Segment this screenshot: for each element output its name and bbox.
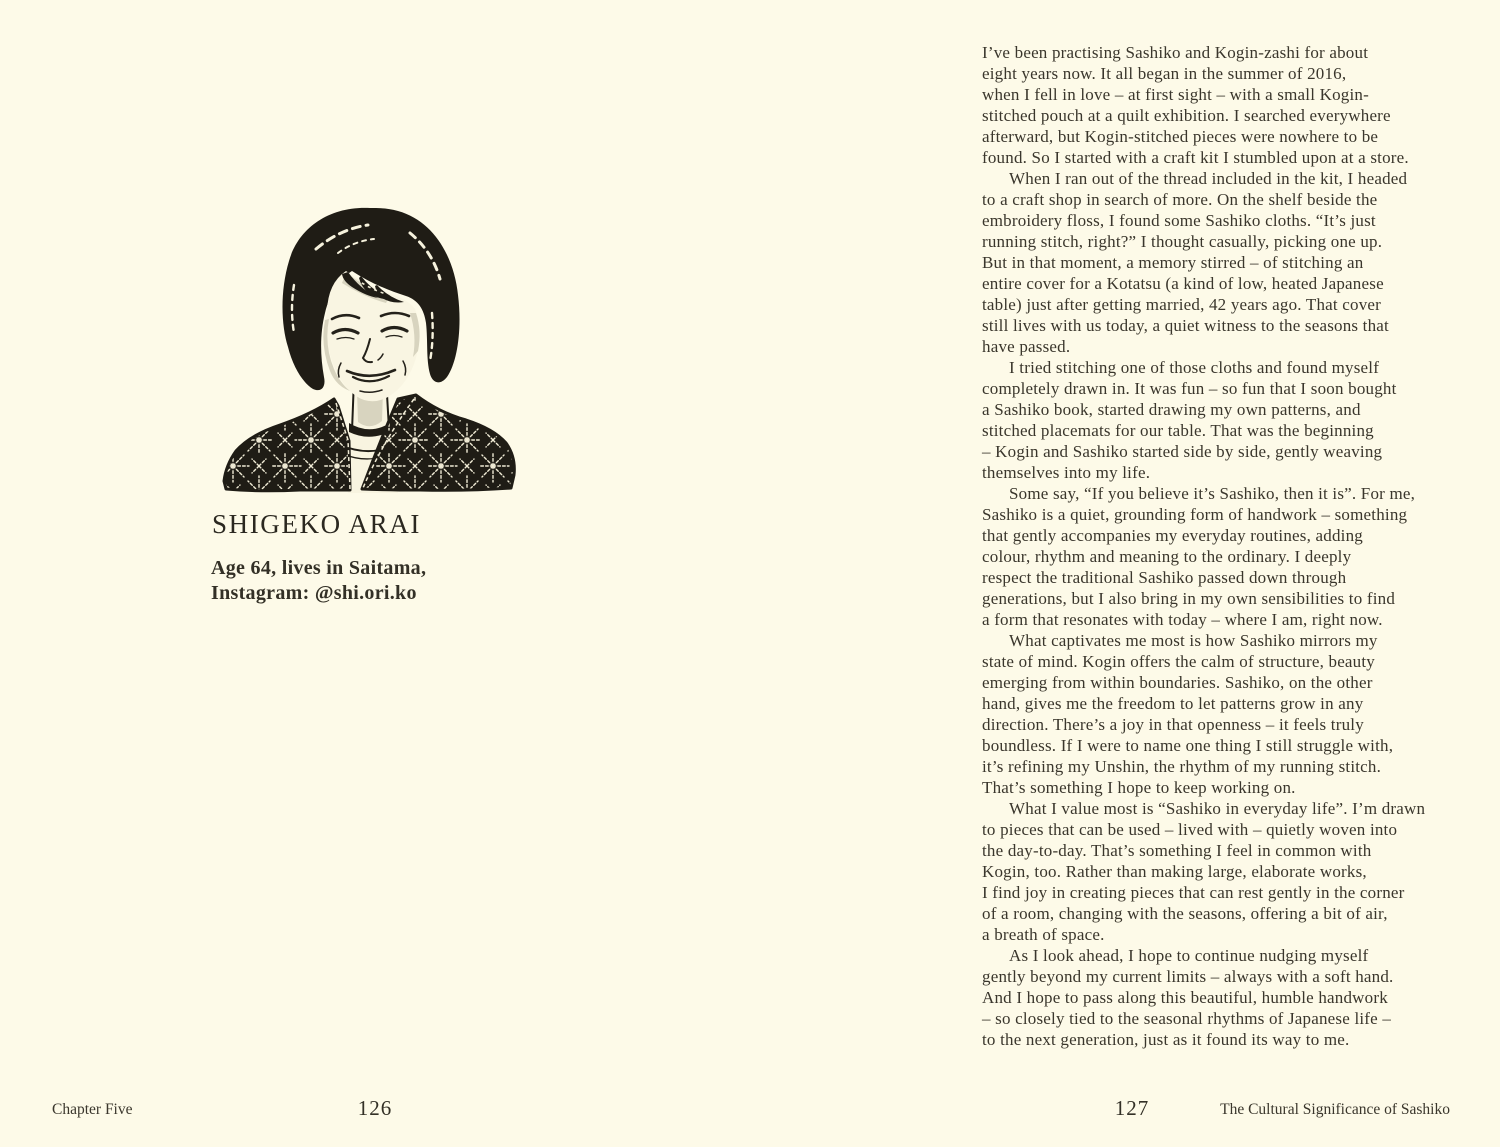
text-line: But in that moment, a memory stirred – of stitching an — [982, 253, 1364, 272]
text-line: As I look ahead, I hope to continue nudging myself — [1009, 946, 1369, 965]
profile-name: SHIGEKO ARAI — [212, 509, 421, 539]
text-line: running stitch, right?” I thought casually, picking one up. — [982, 232, 1383, 251]
text-line: – Kogin and Sashiko started side by side, gently weaving — [982, 442, 1383, 461]
text-line: I tried stitching one of those cloths and found myself — [1009, 358, 1380, 377]
text-line: the day-to-day. That’s something I feel in common with — [982, 841, 1372, 860]
text-line: themselves into my life. — [982, 463, 1151, 482]
text-line: to pieces that can be used – lived with – quietly woven into — [982, 820, 1398, 839]
text-line: of a room, changing with the seasons, offering a bit of air, — [982, 904, 1388, 923]
page-number-left: 126 — [357, 1096, 393, 1120]
text-line: emerging from within boundaries. Sashiko, on the other — [982, 673, 1373, 692]
text-line: when I fell in love – at first sight – with a small Kogin- — [982, 85, 1369, 104]
text-line: embroidery floss, I found some Sashiko cloths. “It’s just — [982, 211, 1376, 230]
profile-caption-line: Instagram: @shi.ori.ko — [211, 582, 417, 604]
text-line: – so closely tied to the seasonal rhythms of Japanese life – — [982, 1009, 1392, 1028]
text-line: gently beyond my current limits – always with a soft hand. — [982, 967, 1394, 986]
text-line: found. So I started with a craft kit I stumbled upon at a store. — [982, 148, 1409, 167]
text-line: a Sashiko book, started drawing my own patterns, and — [982, 400, 1361, 419]
text-line: hand, gives me the freedom to let patterns grow in any — [982, 694, 1364, 713]
text-line: a form that resonates with today – where I am, right now. — [982, 610, 1383, 629]
text-line: have passed. — [982, 337, 1071, 356]
footer-chapter-label: Chapter Five — [52, 1101, 133, 1118]
text-line: completely drawn in. It was fun – so fun that I soon bought — [982, 379, 1397, 398]
text-line: a breath of space. — [982, 925, 1105, 944]
profile-caption-line: Age 64, lives in Saitama, — [211, 557, 427, 579]
text-line: I’ve been practising Sashiko and Kogin-zashi for about — [982, 43, 1369, 62]
text-line: When I ran out of the thread included in the kit, I headed — [1009, 169, 1408, 188]
text-line: to the next generation, just as it found its way to me. — [982, 1030, 1350, 1049]
text-line: stitched pouch at a quilt exhibition. I searched everywhere — [982, 106, 1391, 125]
text-line: generations, but I also bring in my own sensibilities to find — [982, 589, 1396, 608]
text-line: That’s something I hope to keep working on. — [982, 778, 1296, 797]
portrait-jacket-left — [224, 399, 350, 491]
text-line: to a craft shop in search of more. On the shelf beside the — [982, 190, 1378, 209]
portrait-illustration — [220, 193, 520, 493]
page-number-right: 127 — [1114, 1096, 1150, 1120]
text-line: colour, rhythm and meaning to the ordinary. I deeply — [982, 547, 1352, 566]
text-line: it’s refining my Unshin, the rhythm of my running stitch. — [982, 757, 1382, 776]
text-line: Some say, “If you believe it’s Sashiko, then it is”. For me, — [1009, 484, 1416, 503]
text-line: I find joy in creating pieces that can rest gently in the corner — [982, 883, 1405, 902]
text-line: What I value most is “Sashiko in everyday life”. I’m drawn — [1009, 799, 1426, 818]
text-line: Sashiko is a quiet, grounding form of handwork – something — [982, 505, 1408, 524]
text-line: boundless. If I were to name one thing I still struggle with, — [982, 736, 1394, 755]
text-line: state of mind. Kogin offers the calm of structure, beauty — [982, 652, 1376, 671]
text-line: What captivates me most is how Sashiko mirrors my — [1009, 631, 1378, 650]
text-line: direction. There’s a joy in that openness – it feels truly — [982, 715, 1364, 734]
body-text — [982, 42, 1469, 1050]
text-line: And I hope to pass along this beautiful, humble handwork — [982, 988, 1388, 1007]
footer-running-title: The Cultural Significance of Sashiko — [1220, 1101, 1450, 1118]
profile-caption — [211, 556, 426, 606]
text-line: table) just after getting married, 42 years ago. That cover — [982, 295, 1382, 314]
text-line: afterward, but Kogin-stitched pieces were nowhere to be — [982, 127, 1379, 146]
text-line: respect the traditional Sashiko passed down through — [982, 568, 1347, 587]
text-line: Kogin, too. Rather than making large, elaborate works, — [982, 862, 1367, 881]
text-line: stitched placemats for our table. That was the beginning — [982, 421, 1374, 440]
text-line: eight years now. It all began in the summer of 2016, — [982, 64, 1347, 83]
text-line: entire cover for a Kotatsu (a kind of low, heated Japanese — [982, 274, 1384, 293]
text-line: still lives with us today, a quiet witness to the seasons that — [982, 316, 1389, 335]
text-line: that gently accompanies my everyday routines, adding — [982, 526, 1363, 545]
